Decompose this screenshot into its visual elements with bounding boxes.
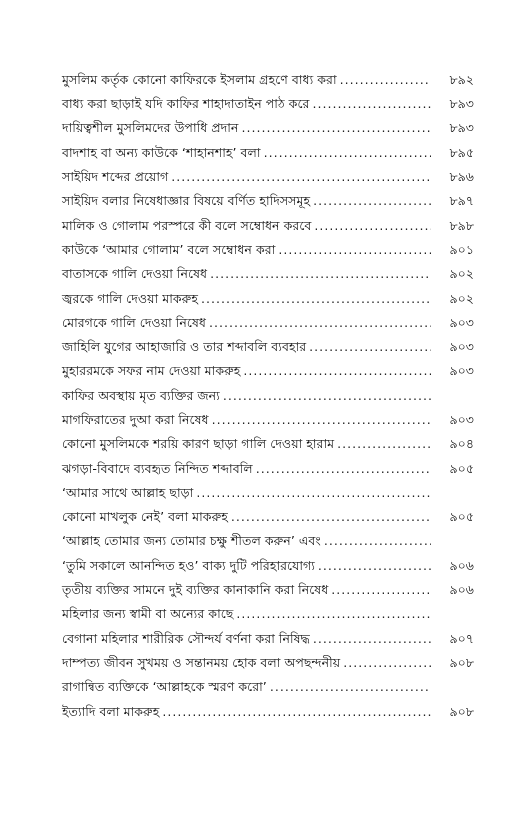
dot-leader	[241, 122, 431, 135]
dot-leader	[162, 706, 431, 719]
toc-entry-title: তৃতীয় ব্যক্তির সামনে দুই ব্যক্তির কানাকানি করা নিষেধ	[62, 582, 329, 598]
toc-entry-title: ঝগড়া-বিবাদে ব্যবহৃত নিন্দিত শব্দাবলি	[62, 460, 253, 476]
toc-entry	[62, 238, 474, 262]
toc-entry-title: মাগফিরাতের দুআ করা নিষেধ	[62, 412, 209, 427]
toc-entry	[62, 384, 474, 408]
toc-entry-title: ইত্যাদি বলা মাকরুহ	[62, 703, 160, 719]
toc-entry-page-number: ৮৯৬	[449, 169, 474, 185]
toc-entry-title: মহিলার জন্য স্বামী বা অন্যের কাছে	[62, 606, 234, 622]
toc-entry	[62, 92, 474, 116]
dot-leader	[340, 74, 431, 87]
toc-entry-title: মোরগকে গালি দেওয়া নিষেধ	[62, 314, 206, 330]
toc-entry-page-number: ৯০১	[449, 241, 474, 257]
toc-entry-page-number: ৯০৩	[449, 412, 474, 427]
toc-entry	[62, 554, 474, 578]
toc-entry	[62, 262, 474, 286]
dot-leader	[236, 608, 431, 621]
toc-entry	[62, 578, 474, 602]
toc-entry-page-number: ৯০৫	[449, 460, 474, 476]
toc-entry-title: সাইয়িদ বলার নিষেধাজ্ঞার বিষয়ে বর্ণিত হাদিসসমূহ	[62, 193, 311, 209]
toc-entry	[62, 457, 474, 481]
dot-leader	[313, 633, 431, 646]
dot-leader	[278, 244, 431, 257]
toc-entry-title: বাধ্য করা ছাড়াই যদি কাফির শাহাদাতাইন পাঠ করে	[62, 96, 310, 112]
toc-entry-title: ‘আল্লাহ তোমার জন্য তোমার চক্ষু শীতল করুন’ এবং	[62, 533, 321, 549]
toc-entry	[62, 651, 474, 675]
toc-entry-title: জাহিলি যুগের আহাজারি ও তার শব্দাবলি ব্যবহার	[62, 339, 307, 355]
dot-leader	[264, 147, 431, 160]
toc-entry-title: মালিক ও গোলাম পরস্পরে কী বলে সম্বোধন করবে	[62, 217, 312, 233]
dot-leader	[171, 171, 431, 184]
toc-entry-page-number: ৯০৫	[449, 509, 474, 525]
toc-entry-page-number: ৮৯৮	[449, 217, 474, 233]
toc-entry-title: কোনো মুসলিমকে শরয়ি কারণ ছাড়া গালি দেওয়া হারাম	[62, 436, 335, 452]
toc-entry	[62, 505, 474, 529]
dot-leader	[314, 220, 431, 233]
toc-entry	[62, 408, 474, 432]
toc-entry-page-number: ৯০৮	[449, 654, 474, 670]
dot-leader	[313, 195, 431, 208]
toc-entry-title: রাগান্বিত ব্যক্তিকে ‘আল্লাহকে স্মরণ করো’	[62, 679, 267, 695]
toc-entry	[62, 603, 474, 627]
dot-leader	[201, 293, 431, 306]
toc-entry	[62, 360, 474, 384]
toc-entry	[62, 189, 474, 213]
dot-leader	[318, 560, 431, 573]
toc-entry-page-number: ৯০৬	[449, 582, 474, 598]
toc-entry-title: ‘তুমি সকালে আনন্দিত হও’ বাক্য দুটি পরিহারযোগ্য	[62, 557, 315, 573]
table-of-contents	[62, 68, 474, 724]
dot-leader	[324, 535, 431, 548]
toc-entry-page-number: ৯০২	[449, 290, 474, 306]
dot-leader	[223, 390, 431, 403]
toc-entry-page-number: ৮৯৩	[449, 120, 474, 136]
dot-leader	[209, 317, 431, 330]
toc-entry	[62, 214, 474, 238]
toc-entry-title: কোনো মাখলুক নেই’ বলা মাকরুহ	[62, 509, 228, 525]
toc-entry	[62, 141, 474, 165]
toc-entry	[62, 432, 474, 456]
toc-entry-page-number: ৯০৩	[449, 339, 474, 355]
toc-entry-title: বাতাসকে গালি দেওয়া নিষেধ	[62, 266, 208, 282]
dot-leader	[337, 438, 431, 451]
toc-entry-title: জ্বরকে গালি দেওয়া মাকরুহ	[62, 290, 198, 306]
toc-entry	[62, 165, 474, 189]
toc-entry-page-number: ৯০৩	[449, 314, 474, 330]
dot-leader	[231, 511, 431, 524]
dot-leader	[270, 681, 431, 694]
toc-entry	[62, 335, 474, 359]
toc-entry-page-number: ৯০৮	[449, 703, 474, 719]
dot-leader	[331, 584, 431, 597]
toc-entry	[62, 675, 474, 699]
dot-leader	[243, 365, 431, 378]
toc-entry-title: মুহাররমকে সফর নাম দেওয়া মাকরুহ	[62, 363, 241, 379]
toc-entry-title: মুসলিম কর্তৃক কোনো কাফিরকে ইসলাম গ্রহণে বাধ্য করা	[62, 71, 337, 87]
toc-entry	[62, 68, 474, 92]
toc-entry-page-number: ৯০২	[449, 266, 474, 282]
toc-entry	[62, 700, 474, 724]
toc-entry-title: দাম্পত্য জীবন সুখময় ও সন্তানময় হোক বলা অপছন্দনীয়	[62, 654, 341, 670]
toc-entry-title: দায়িত্বশীল মুসলিমদের উপাধি প্রদান	[62, 120, 239, 136]
toc-entry-page-number: ৮৯৩	[449, 96, 474, 112]
toc-entry-title: বেগানা মহিলার শারীরিক সৌন্দর্য বর্ণনা করা নিষিদ্ধ	[62, 630, 310, 646]
dot-leader	[343, 657, 431, 670]
toc-entry-page-number: ৯০৭	[449, 630, 474, 646]
dot-leader	[256, 463, 431, 476]
dot-leader	[212, 414, 431, 427]
toc-entry	[62, 627, 474, 651]
toc-entry-title: কাউকে ‘আমার গোলাম’ বলে সম্বোধন করা	[62, 241, 276, 257]
toc-entry	[62, 481, 474, 505]
toc-entry	[62, 117, 474, 141]
toc-entry-page-number: ৮৯২	[449, 71, 474, 87]
toc-entry	[62, 311, 474, 335]
toc-entry-page-number: ৯০৩	[449, 363, 474, 379]
toc-entry-title: ‘আমার সাথে আল্লাহ ছাড়া	[62, 484, 194, 500]
toc-entry-title: কাফির অবস্থায় মৃত ব্যক্তির জন্য	[62, 387, 220, 403]
toc-entry-page-number: ৯০৬	[449, 557, 474, 573]
toc-entry-page-number: ৯০৪	[449, 436, 474, 452]
toc-entry-page-number: ৮৯৭	[449, 193, 474, 209]
toc-entry-page-number: ৮৯৫	[449, 144, 474, 160]
dot-leader	[312, 98, 431, 111]
toc-entry	[62, 530, 474, 554]
dot-leader	[210, 268, 431, 281]
toc-entry-title: সাইয়িদ শব্দের প্রয়োগ	[62, 169, 169, 185]
dot-leader	[309, 341, 431, 354]
toc-entry	[62, 287, 474, 311]
toc-entry-title: বাদশাহ বা অন্য কাউকে ‘শাহানশাহ’ বলা	[62, 144, 261, 160]
dot-leader	[196, 487, 431, 500]
